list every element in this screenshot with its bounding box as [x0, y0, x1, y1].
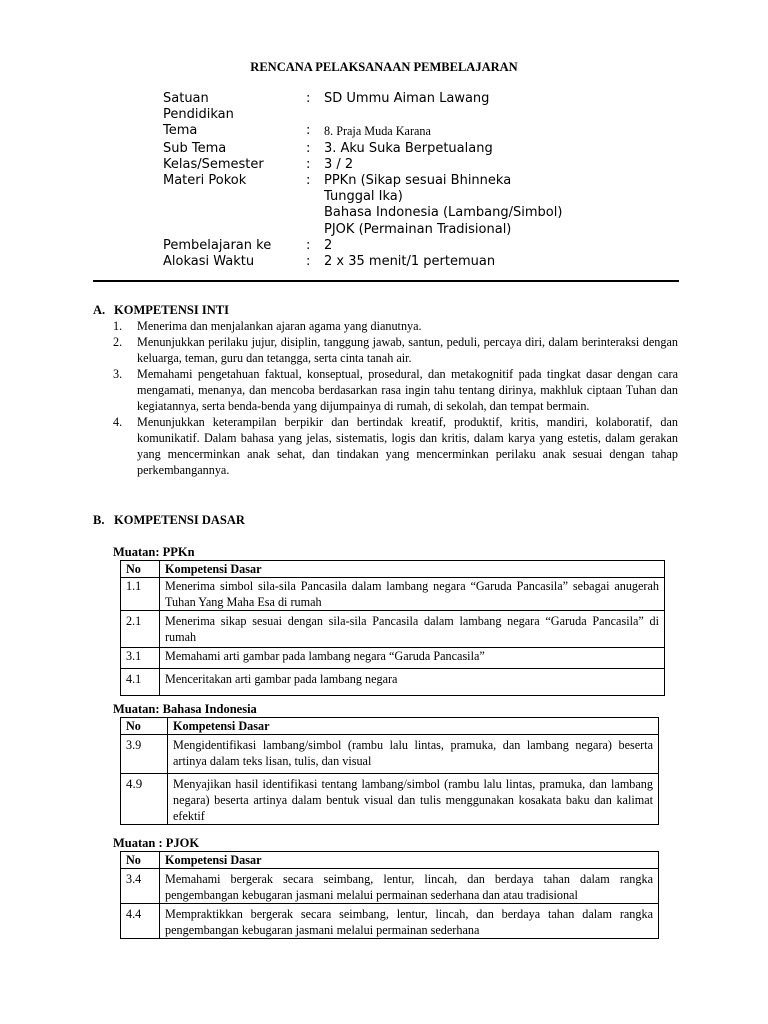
identity-value-line: Bahasa Indonesia (Lambang/Simbol) [324, 205, 563, 221]
table-header-row [121, 718, 659, 735]
section-title: KOMPETENSI INTI [114, 303, 229, 317]
list-item-number: 2. [113, 335, 123, 349]
muatan-ppkn-title: Muatan: PPKn [113, 545, 195, 559]
table-row [121, 578, 665, 611]
column-header-kd: Kompetensi Dasar [168, 718, 659, 735]
identity-label: Sub Tema [163, 140, 227, 156]
table-cell-no: 3.1 [121, 648, 160, 669]
table-row [121, 904, 659, 939]
list-item-text: Menerima dan menjalankan ajaran agama yang dianutnya. [137, 319, 422, 333]
section-letter: B. [93, 513, 105, 527]
muatan-bahasa-title: Muatan: Bahasa Indonesia [113, 702, 257, 716]
column-header-kd: Kompetensi Dasar [160, 561, 665, 578]
identity-label: Tema [163, 123, 198, 139]
muatan-pjok-title: Muatan : PJOK [113, 836, 200, 850]
table-cell-text: Menceritakan arti gambar pada lambang negara [160, 669, 665, 696]
table-cell-no: 3.9 [121, 735, 168, 774]
identity-label: Pembelajaran ke [163, 237, 272, 253]
identity-row-materi [163, 173, 613, 238]
table-cell-no: 2.1 [121, 611, 160, 648]
section-title: KOMPETENSI DASAR [114, 513, 245, 527]
kd-table-ppkn [120, 560, 665, 696]
header-divider [93, 280, 679, 282]
table-cell-no: 4.9 [121, 774, 168, 825]
column-header-no: No [121, 718, 168, 735]
table-cell-text: Mempraktikkan bergerak secara seimbang, lentur, lincah, dan berdaya tahan dalam rangka pengembangan kebugaran jasmani melalui permainan sederhana [160, 904, 659, 939]
identity-row-alokasi [163, 254, 613, 270]
list-item-number: 3. [113, 367, 123, 381]
list-item-number: 4. [113, 415, 123, 429]
identity-block [163, 91, 613, 270]
identity-value: 3. Aku Suka Berpetualang [324, 140, 493, 156]
identity-label: Materi Pokok [163, 173, 247, 189]
list-item-text: Menunjukkan perilaku jujur, disiplin, tanggung jawab, santun, peduli, percaya diri, dalam berinteraksi dengan keluarga, teman, guru dan tetangga, serta cinta tanah air. [137, 335, 678, 365]
section-a-heading [93, 302, 229, 318]
table-cell-text: Memahami arti gambar pada lambang negara “Garuda Pancasila” [160, 648, 665, 669]
identity-colon: : [306, 254, 311, 270]
identity-colon: : [306, 156, 311, 172]
identity-colon: : [306, 123, 311, 139]
list-item [113, 334, 678, 366]
table-cell-text: Mengidentifikasi lambang/simbol (rambu lalu lintas, pramuka, dan lambang negara) beserta artinya dalam teks lisan, tulis, dan visual [168, 735, 659, 774]
table-cell-no: 3.4 [121, 869, 160, 904]
identity-value: 2 [324, 237, 333, 253]
table-header-row [121, 852, 659, 869]
kd-table-pjok [120, 851, 659, 939]
identity-row-satuan [163, 91, 613, 123]
identity-colon: : [306, 237, 311, 253]
table-row [121, 735, 659, 774]
identity-value: 2 x 35 menit/1 pertemuan [324, 254, 496, 270]
list-item [113, 366, 678, 414]
kompetensi-inti-list [113, 318, 678, 478]
table-header-row [121, 561, 665, 578]
column-header-no: No [121, 561, 160, 578]
identity-row-tema [163, 123, 613, 140]
list-item-text: Memahami pengetahuan faktual, konseptual, prosedural, dan metakognitif pada tingkat dasar dengan cara mengamati, menanya, dan mencoba berdasarkan rasa ingin tahu tentang dirinya, makhluk ciptaan Tuhan dan kegiatannya, serta benda-benda yang dijumpainya di rumah, di sekolah, dan tempat bermain. [137, 367, 678, 413]
table-cell-text: Memahami bergerak secara seimbang, lentur, lincah, dan berdaya tahan dalam rangka pengembangan kebugaran jasmani melalui permainan sederhana dan atau tradisional [160, 869, 659, 904]
identity-row-kelas [163, 157, 613, 173]
identity-value: 8. Praja Muda Karana [324, 124, 431, 139]
table-cell-no: 4.4 [121, 904, 160, 939]
section-b-heading [93, 512, 245, 528]
identity-colon: : [306, 140, 311, 156]
identity-value-line: PPKn (Sikap sesuai Bhinneka Tunggal Ika) [324, 173, 512, 205]
kd-table-bahasa [120, 717, 659, 825]
list-item-text: Menunjukkan keterampilan berpikir dan bertindak kreatif, produktif, kritis, mandiri, kolaboratif, dan komunikatif. Dalam bahasa yang jelas, sistematis, logis dan kritis, dalam karya yang estetis, dalam gerakan yang mencerminkan anak sehat, dan tindakan yang mencerminkan perilaku anak sesuai dengan tahap perkembangannya. [137, 415, 678, 477]
identity-label: Satuan Pendidikan [163, 91, 234, 123]
identity-value-line: PJOK (Permainan Tradisional) [324, 221, 512, 237]
column-header-no: No [121, 852, 160, 869]
identity-colon: : [306, 91, 311, 106]
document-title: RENCANA PELAKSANAAN PEMBELAJARAN [250, 60, 518, 74]
table-row [121, 611, 665, 648]
table-row [121, 669, 665, 696]
list-item [113, 414, 678, 478]
list-item [113, 318, 678, 334]
list-item-number: 1. [113, 319, 123, 333]
identity-row-pembelajaran [163, 238, 613, 254]
identity-row-subtema [163, 141, 613, 157]
table-row [121, 869, 659, 904]
identity-colon: : [306, 173, 311, 189]
identity-label: Alokasi Waktu [163, 254, 255, 270]
identity-value: 3 / 2 [324, 156, 354, 172]
table-cell-no: 1.1 [121, 578, 160, 611]
table-row [121, 774, 659, 825]
table-cell-no: 4.1 [121, 669, 160, 696]
table-cell-text: Menerima simbol sila-sila Pancasila dalam lambang negara “Garuda Pancasila” sebagai anugerah Tuhan Yang Maha Esa di rumah [160, 578, 665, 611]
identity-value: SD Ummu Aiman Lawang [324, 91, 490, 106]
table-cell-text: Menyajikan hasil identifikasi tentang lambang/simbol (rambu lalu lintas, pramuka, dan lambang negara) beserta artinya dalam bentuk visual dan tulis menggunakan kosakata baku dan kalimat efektif [168, 774, 659, 825]
table-row [121, 648, 665, 669]
table-cell-text: Menerima sikap sesuai dengan sila-sila Pancasila dalam lambang negara “Garuda Pancasila” di rumah [160, 611, 665, 648]
section-letter: A. [93, 303, 106, 317]
identity-label: Kelas/Semester [163, 156, 264, 172]
column-header-kd: Kompetensi Dasar [160, 852, 659, 869]
